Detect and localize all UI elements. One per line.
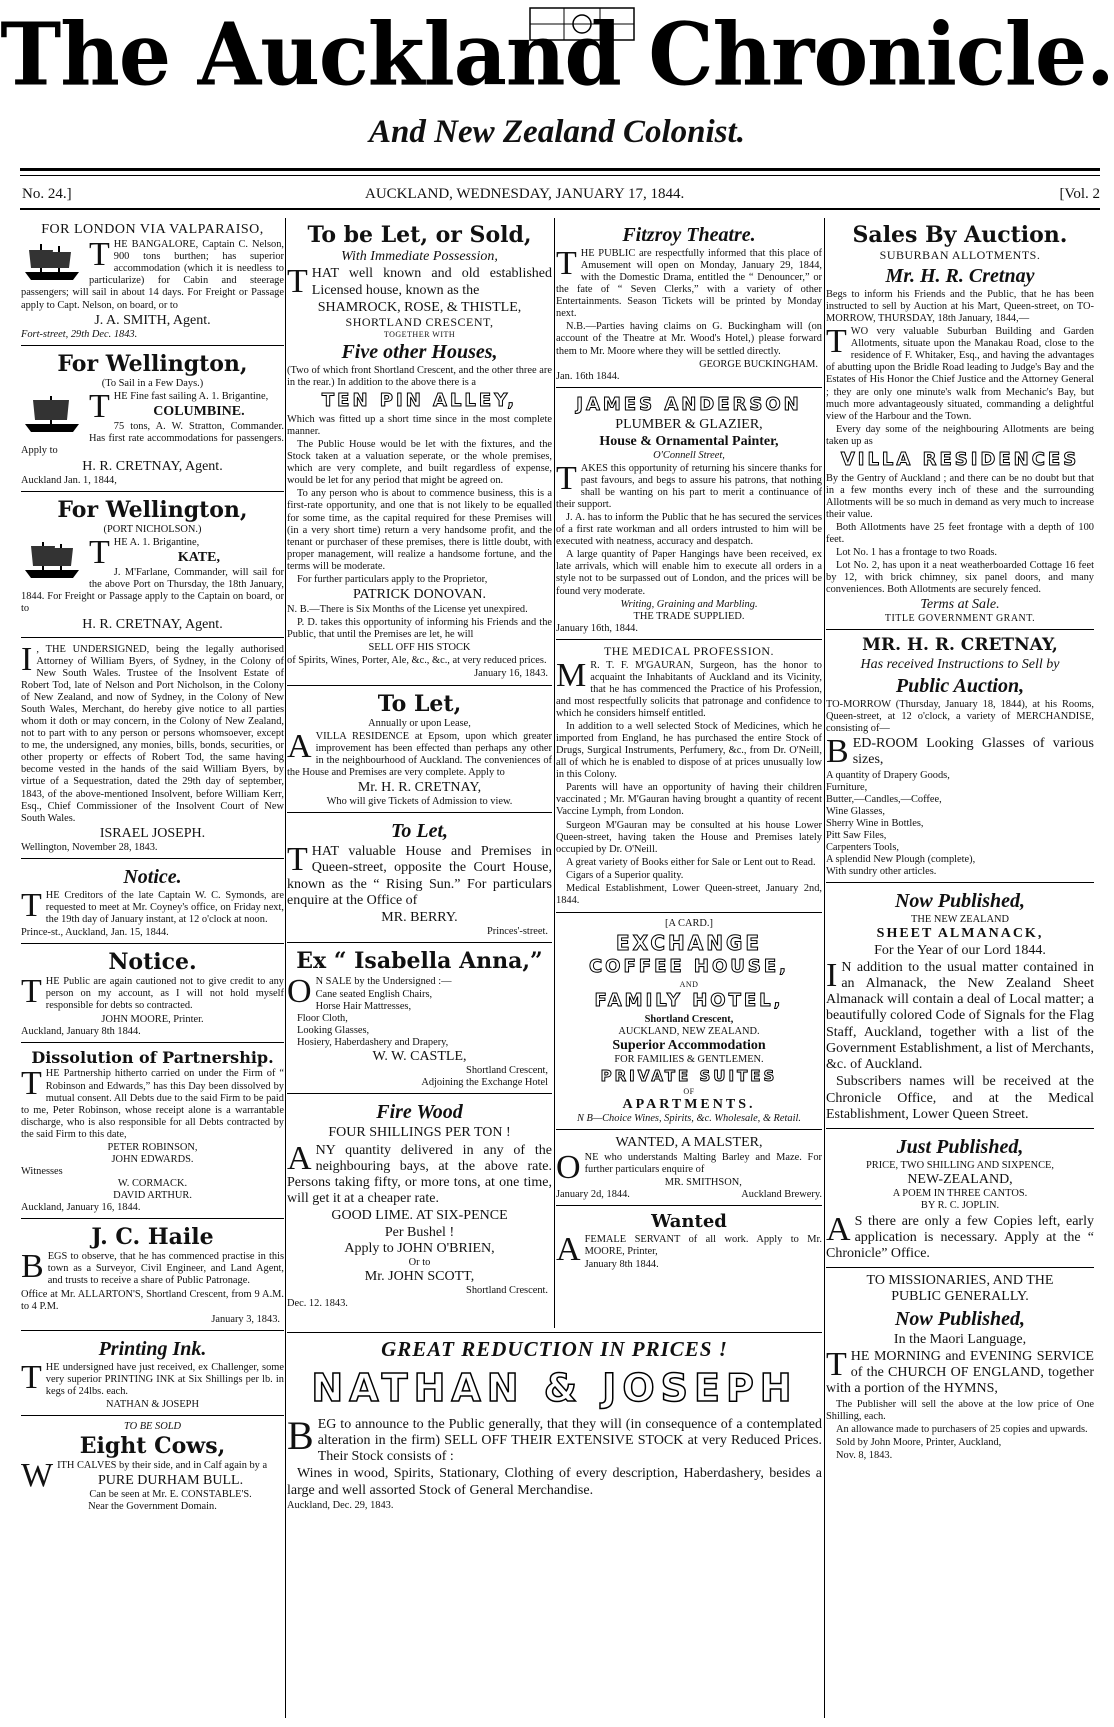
ad-heading: MR. H. R. CRETNAY, [862, 634, 1058, 655]
list-item: Carpenters Tools, [826, 842, 899, 854]
ad-body: VILLA RESIDENCE at Epsom, upon which greater improvement has been effected than perhaps any other in the neighbourhood of Auckland. The conveniences of the House and Premises are very complete. Apply to [287, 730, 552, 778]
ad-date: January 2d, 1844. [556, 1189, 630, 1201]
ad-body: ED-ROOM Looking Glasses of various sizes, [852, 736, 1094, 768]
drop-cap: I [826, 956, 838, 994]
drop-cap: B [287, 1412, 314, 1458]
ad-wanted-malster [556, 1133, 822, 1206]
ad-sheet-almanack [826, 886, 1094, 1129]
ad-subheading: For the Year of our Lord 1844. [874, 942, 1046, 958]
ad-heading: FOR LONDON VIA VALPARAISO, [41, 222, 264, 237]
witness-name: W. CORMACK. [117, 1178, 188, 1190]
ad-body: WO very valuable Suburban Building and Garden Allotments, situate upon the Manakau Road, close to the residence of F. Whitaker, Esq., and having the advantages of abutting upon the Bridle Road leading to Judge's Bay and the Estates of His Honor the Chief Justice and the Attorney General ; they are only one minute's walk from Mechanic's Bay, but much more advantageously situated, commanding a delightful view of the Harbour and the Town. [826, 326, 1094, 422]
ad-sales-by-auction [826, 220, 1094, 630]
ad-body: Lot No. 1 has a frontage to two Roads. [836, 546, 998, 558]
ad-signature: ISRAEL JOSEPH. [99, 825, 206, 841]
ad-body: Which was fitted up a short time since in the most complete manner. [287, 414, 552, 438]
ad-signature: JOHN EDWARDS. [111, 1153, 194, 1165]
ad-body: Parents will have an opportunity of having their children vaccinated ; Mr. M'Gauran having brought a quantity of recent Vaccine Lymph, from London. [556, 782, 822, 818]
ad-body: R. T. F. M'GAURAN, Surgeon, has the honor to acquaint the Inhabitants of Auckland and its Vicinity, that he has commenced the Practice of his Profession, and most respectfully solicits that patronage and confidence to which he considers himself entitled. [556, 659, 822, 719]
ad-body: EG to announce to the Public generally, that they will (in consequence of a contemplated alteration in the firm) SELL OFF THEIR EXTENSIVE STOCK at very Reduced Prices. Their Stock consists of : [317, 1416, 822, 1465]
ad-subheading: FOR FAMILIES & GENTLEMEN. [614, 1054, 764, 1065]
ad-body: of Spirits, Wines, Porter, Ale, &c., &c., at very reduced prices. [287, 655, 547, 667]
ad-note: N.B.—Parties having claims on G. Buckingham will (on account of the Theatre at Mr. Wood's Hotel,) please forward them to Mr. Moore where they will be settled directly. [556, 321, 822, 357]
ad-nathan-joseph [287, 1332, 822, 1722]
ad-body: HE MORNING and EVENING SERVICE of the CHURCH OF ENGLAND, together with a portion of the HYMNS, [826, 1348, 1094, 1397]
ad-rising-sun [287, 816, 552, 943]
ad-body: Surgeon M'Gauran may be consulted at his house Lower Queen-street, having taken the House and Premises lately occupied by Dr. O'Neill. [556, 819, 822, 855]
ad-date: Auckland, Dec. 29, 1843. [287, 1499, 394, 1511]
ad-body: HAT valuable House and Premises in Queen-street, opposite the Court House, known as the “ Rising Sun.” For particulars enquire at the Office of [287, 844, 552, 908]
ad-note: THE TRADE SUPPLIED. [633, 610, 745, 622]
ad-signature: W. W. CASTLE, [372, 1048, 467, 1064]
drop-cap: T [21, 973, 42, 1011]
ad-address: Adjoining the Exchange Hotel [421, 1077, 548, 1089]
ad-address: AUCKLAND, NEW ZEALAND. [618, 1025, 760, 1037]
ad-heading: To Let, [377, 690, 462, 717]
drop-cap: T [21, 1358, 42, 1396]
column-rule [824, 218, 825, 1718]
ad-body: To any person who is about to commence business, this is a first-rate opportunity, and one that is not likely to be equalled for some time, as the capital required for these Premises will (in a very short time) return a very handsome profit, and the tenant or purchaser of these premises, there is little doubt, with proper management, will realize a handsome fortune, and the terms will be moderate. [287, 488, 552, 572]
ad-address: Auckland Brewery. [741, 1189, 822, 1201]
ad-body: HE BANGALORE, Captain C. Nelson, 900 tons burthen; has superior accommodation (which it is needless to particularize) for Cabin and steerage passengers; will sail in about 14 days. For Freight or Passage apply to Capt. Nelson, on board, or to [21, 239, 284, 311]
ad-body: NY quantity delivered in any of the neighbouring bays, at the above rate. Persons taking fifty, or more tons, at one time, will get it at a cheaper rate. [287, 1142, 552, 1207]
ad-date: Prince-st., Auckland, Jan. 15, 1844. [21, 927, 169, 939]
ad-exchange-coffee-house [556, 916, 822, 1130]
ad-heading: For Wellington, [57, 350, 248, 377]
ad-highlight: Per Bushel ! [384, 1224, 455, 1240]
notice-symonds [21, 862, 284, 944]
ad-date: Wellington, November 28, 1843. [21, 841, 158, 853]
ad-body: The Publisher will sell the above at the low price of One Shilling, each. [826, 1398, 1094, 1422]
ad-body: The Public House would be let with the fixtures, and the Stock taken at a valuation seperate, or the whole premises, which are very complete, and built regardless of expense, would be let for any period that might be agreed on. [287, 439, 552, 487]
ad-connector: TOGETHER WITH [383, 329, 456, 339]
ad-highlight: SELL OFF HIS STOCK [368, 642, 471, 654]
ad-heading: Just Published, [896, 1136, 1024, 1159]
ad-body: HE Fine fast sailing A. 1. Brigantine, [113, 391, 269, 403]
ad-body: , THE UNDERSIGNED, being the legally authorised Attorney of William Byers, of Sydney, in the Colony of New South Wales. Trustee of the Insolvent Estate of Robert Tod, late of Nelson and Port Nicholson, in the Colony of New Zealand, and now of Sydney, in the Colony of New South Wales, Merchant, do hereby give notice to all parties whom it doth or may concern, in the Colony of New Zealand, not to part with to any person or persons whomsoever, except to me, the undersigned, any monies, bills, bonds, securities, or other property or effects of Robert Tod, the same having become vested in the hands of the said William Byers, by virtue of a Sequestration, dated the 29th day of september, 1843, of the above-mentioned Insolvent, before William Kerr, Esq., Chief Commissioner of the Insolvent Court of New South Wales. [21, 643, 284, 824]
publication-title: SHEET ALMANACK, [876, 926, 1044, 942]
drop-cap: T [556, 459, 577, 497]
list-item: Butter,—Candles,—Coffee, [826, 793, 942, 805]
drop-cap: M [556, 656, 587, 694]
ad-joplin-poem [826, 1132, 1094, 1268]
ad-heading: Printing Ink. [98, 1337, 207, 1360]
ad-printing-ink [21, 1334, 284, 1416]
ad-cretnay-merchandise [826, 633, 1094, 883]
column-1 [21, 220, 284, 1720]
ad-address: Shortland Crescent. [466, 1285, 548, 1297]
list-item: A splendid New Plough (complete), [826, 854, 976, 866]
ad-signature: MR. SMITHSON, [664, 1177, 742, 1189]
ad-subheading: PLUMBER & GLAZIER, [615, 417, 763, 433]
ad-date: Nov. 8, 1843. [836, 1449, 893, 1461]
ad-wellington-columbine [21, 349, 284, 492]
ad-heading: Sales By Auction. [852, 222, 1068, 248]
ad-connector: AND [679, 979, 699, 989]
ad-heading: To be Let, or Sold, [307, 222, 532, 248]
ad-body: J. M'Farlane, Commander, will sail for the above Port on Thursday, the 18th January, 1844. For Freight or Passage apply to the Captain on board, or to [21, 567, 284, 615]
drop-cap: T [826, 323, 847, 361]
notice-dissolution [21, 1046, 284, 1220]
list-item: With sundry other articles. [826, 866, 937, 878]
ad-heading: Dissolution of Partnership. [31, 1047, 274, 1067]
ad-body: A great variety of Books either for Sale or Lent out to Read. [566, 856, 816, 868]
ad-body: Sold by John Moore, Printer, Auckland, [836, 1436, 1002, 1448]
ad-highlight: GOOD LIME. AT SIX-PENCE [331, 1208, 508, 1224]
ad-signature: J. A. SMITH, Agent. [94, 312, 211, 328]
ad-note: N B—Choice Wines, Spirits, &c. Wholesale, & Retail. [577, 1112, 801, 1124]
list-item: Hosiery, Haberdashery and Drapery, [297, 1036, 449, 1048]
notice-byers [21, 641, 284, 859]
ad-signature: MR. BERRY. [381, 910, 458, 926]
ad-preheading: PUBLIC GENERALLY. [891, 1289, 1029, 1305]
drop-cap: T [21, 1065, 42, 1103]
ad-heading: FAMILY HOTEL, [594, 989, 784, 1011]
ad-heading: COFFEE HOUSE, [588, 956, 790, 977]
ad-heading: EXCHANGE [615, 931, 763, 955]
ad-body: For further particulars apply to the Proprietor, [297, 573, 488, 585]
ad-body: NE who understands Malting Barley and Maze. For further particulars enquire of [584, 1152, 822, 1176]
masthead-rule [20, 168, 1100, 171]
ad-body: S there are only a few Copies left, early application is necessary. Apply at the “ Chronicle” Office. [826, 1213, 1094, 1262]
ad-subheading: Superior Accommodation [612, 1037, 766, 1053]
ad-heading: APARTMENTS. [622, 1096, 756, 1112]
ship-icon [21, 538, 83, 582]
ad-heading: Wanted [651, 1211, 727, 1233]
ad-heading: Now Published, [894, 890, 1026, 913]
ad-signature: PATRICK DONOVAN. [352, 586, 487, 602]
ad-body: EGS to observe, that he has commenced practise in this town as a Surveyor, Civil Engineer, and Land Agent, and trusts to receive a share of Public Patronage. [47, 1251, 284, 1287]
ad-heading: WANTED, A MALSTER, [615, 1134, 763, 1150]
ad-address: Can be seen at Mr. E. CONSTABLE'S. [89, 1489, 252, 1501]
issue-date: AUCKLAND, WEDNESDAY, JANUARY 17, 1844. [365, 186, 685, 202]
ad-heading: Notice. [108, 949, 197, 976]
ad-price: PRICE, TWO SHILLING AND SIXPENCE, [866, 1160, 1054, 1172]
ad-date: Auckland, January 16, 1844. [21, 1202, 141, 1214]
ad-heading: Five other Houses, [341, 341, 498, 364]
notice-moore [21, 947, 284, 1042]
ad-address: Near the Government Domain. [88, 1501, 217, 1513]
ad-signature: Mr. H. R. CRETNAY, [357, 779, 482, 795]
drop-cap: I [21, 640, 33, 678]
ad-address: SHORTLAND CRESCENT, [345, 315, 494, 330]
ad-heading: VILLA RESIDENCES [840, 448, 1080, 470]
dateline [22, 186, 1100, 206]
ad-body: Both Allotments have 25 feet frontage with a depth of 100 feet. [826, 521, 1094, 545]
ad-heading: GREAT REDUCTION IN PRICES ! [381, 1337, 728, 1361]
newspaper-title: The Auckland Chronicle. [0, 4, 1114, 106]
ship-icon [21, 240, 83, 284]
ad-preheading: TO MISSIONARIES, AND THE [866, 1273, 1054, 1289]
column-rule [285, 218, 286, 1718]
ad-body: HE Partnership hitherto carried on under the Firm of “ Robinson and Edwards,” has this Day been dissolved by mutual consent. All Debts due to the said Firm to be paid to me, Peter Robinson, whose receipt alone is a warrantable discharge, who is also responsible for all Debts contracted by the said Firm to this date, [21, 1068, 284, 1140]
ad-body: N SALE by the Undersigned :— [315, 975, 452, 987]
ad-heading: Now Published, [894, 1307, 1026, 1330]
ad-heading: THE MEDICAL PROFESSION. [603, 643, 775, 658]
ship-name: COLUMBINE. [153, 404, 245, 420]
ad-heading: J. C. Haile [91, 1224, 214, 1251]
ad-body: Lot No. 2, has upon it a neat weatherboarded Cottage 16 feet by 12, with brick chimney, six panel doors, and many conveniences. Both Allotments are securely fenced. [826, 559, 1094, 596]
publication-title: NEW-ZEALAND, [907, 1172, 1013, 1188]
ad-address: O'Connell Street, [653, 449, 725, 461]
ad-address: Princes'-street. [486, 926, 548, 938]
ad-body: Every day some of the neighbouring Allotments are being taken up as [826, 423, 1094, 447]
list-item: Wine Glasses, [826, 805, 886, 817]
ad-address: Office at Mr. ALLARTON'S, Shortland Crescent, from 9 A.M. to 4 P.M. [21, 1288, 284, 1312]
ad-subheading: A POEM IN THREE CANTOS. [892, 1188, 1028, 1200]
drop-cap: T [826, 1345, 847, 1383]
ad-london-valparaiso [21, 220, 284, 346]
witnesses-label: Witnesses [21, 1165, 63, 1177]
ad-heading: TEN PIN ALLEY, [321, 390, 518, 412]
drop-cap: T [287, 841, 308, 879]
ad-body: HAT well known and old established Licensed house, known as the [311, 266, 552, 298]
ad-body: HE Creditors of the late Captain W. C. Symonds, are requested to meet at Mr. Coyney's office, on Friday next, the 19th day of January instant, at 12 o'clock at noon. [45, 890, 284, 926]
ad-heading: Eight Cows, [79, 1433, 226, 1459]
ad-subheading: Has received Instructions to Sell by [860, 656, 1060, 672]
ad-body: ITH CALVES by their side, and in Calf again by a [57, 1460, 268, 1472]
auctioneer-name: Mr. H. R. Cretnay [885, 265, 1035, 287]
ad-body: An allowance made to purchasers of 25 copies and upwards. [836, 1423, 1088, 1435]
ship-name: KATE, [177, 550, 220, 566]
ad-haile [21, 1222, 284, 1330]
column-rule [554, 218, 555, 1328]
ad-james-anderson [556, 391, 822, 640]
ad-body: HE Public are again cautioned not to give credit to any person on my account, as I will not hold myself responsible for debts so contracted. [45, 976, 284, 1012]
ad-subheading: (PORT NICHOLSON.) [103, 523, 202, 535]
drop-cap: T [89, 236, 110, 274]
ad-wellington-kate [21, 495, 284, 638]
ad-terms: Terms at Sale. [920, 597, 1000, 613]
ad-body: Cigars of a Superior quality. [566, 869, 684, 881]
ad-signature: H. R. CRETNAY, Agent. [82, 616, 223, 632]
ad-services: Writing, Graining and Marbling. [620, 598, 758, 610]
ad-subheading: FOUR SHILLINGS PER TON ! [328, 1125, 511, 1141]
drop-cap: O [556, 1149, 581, 1187]
issue-number: No. 24.] [22, 186, 72, 202]
ad-date: January 16, 1843. [474, 668, 548, 680]
ad-subheading: In the Maori Language, [893, 1331, 1027, 1347]
drop-cap: B [21, 1248, 44, 1286]
ad-heading: Ex “ Isabella Anna,” [296, 948, 543, 975]
list-item: Furniture, [826, 781, 868, 793]
ad-date: January 8th 1844. [584, 1259, 659, 1271]
ship-icon [21, 392, 83, 436]
ad-body: HE PUBLIC are respectfully informed that this place of Amusement will open on Monday, January 29, 1844, with the Domestic Drama, entitled the “ Denouncer,” or the fate of “ Seven Clerks,” with a variety of other Entertainments. Season Tickets will be printed by Monday next. [556, 248, 822, 320]
ad-heading: To Let, [390, 820, 449, 843]
ad-highlight: PURE DURHAM BULL. [98, 1473, 244, 1489]
ad-body: 75 tons, A. W. Stratton, Commander. Has first rate accommodations for passengers. Apply to [21, 421, 284, 457]
list-item: Pitt Saw Files, [826, 830, 887, 841]
ad-body: (Two of which front Shortland Crescent, and the other three are in the rear.) In addition to the above there is a [287, 365, 552, 389]
ad-date: January 3, 1843. [211, 1313, 280, 1325]
drop-cap: A [556, 1231, 581, 1269]
drop-cap: A [826, 1210, 851, 1248]
ad-isabella-anna [287, 946, 552, 1094]
dateline-rule [20, 208, 1100, 210]
ad-heading: Fitzroy Theatre. [622, 224, 756, 246]
ad-note: Who will give Tickets of Admission to view. [326, 796, 513, 808]
ad-medical-profession [556, 643, 822, 913]
ad-cows [21, 1419, 284, 1518]
list-item: Sherry Wine in Bottles, [826, 817, 924, 829]
ad-fitzroy-theatre [556, 220, 822, 388]
ad-signature: Mr. JOHN SCOTT, [364, 1269, 475, 1285]
ad-body: HE A. 1. Brigantine, [113, 537, 200, 548]
ad-signature: Apply to JOHN O'BRIEN, [344, 1240, 495, 1256]
ad-subheading: (To Sail in a Few Days.) [101, 378, 204, 389]
ad-body: By the Gentry of Auckland ; and there can be no doubt but that in a few months every inch of these and the surrounding Allotments will be so much in demand as very much to increase their value. [826, 472, 1094, 520]
drop-cap: T [287, 263, 308, 301]
ad-date: Fort-street, 29th Dec. 1843. [21, 328, 138, 340]
ad-note: N. B.—There is Six Months of the License yet unexpired. [287, 604, 528, 616]
ad-body: Subscribers names will be received at the Chronicle Office, and at the Medical Establishment, Lower Queen Street. [826, 1074, 1094, 1122]
ad-body: AKES this opportunity of returning his sincere thanks for past favours, and begs to assure his patrons, that nothing shall be wanting on his part to merit a continuance of their support. [556, 462, 822, 511]
drop-cap: T [89, 388, 110, 426]
ad-heading: For Wellington, [57, 496, 248, 523]
ad-connector: Or to [408, 1257, 431, 1269]
ad-date: Auckland, January 8th 1844. [21, 1025, 141, 1037]
masthead [0, 0, 1114, 180]
ad-date: Medical Establishment, Lower Queen-street, January 2nd, 1844. [556, 882, 822, 906]
ad-body: Begs to inform his Friends and the Public, that he has been instructed to sell by Auction at his Mart, Queen-street, on TO-MORROW, THURSDAY, 18th January, 1844,— [826, 289, 1094, 325]
ad-subheading: House & Ornamental Painter, [599, 433, 779, 449]
ad-signature: NATHAN & JOSEPH [106, 1398, 199, 1410]
ad-shamrock [287, 220, 552, 686]
ad-date: Auckland Jan. 1, 1844, [21, 474, 117, 486]
ad-villa-epsom [287, 689, 552, 814]
drop-cap: A [287, 727, 312, 765]
ad-signature: PETER ROBINSON, [107, 1141, 198, 1153]
ad-date: Jan. 16th 1844. [556, 370, 620, 382]
ad-subheading: With Immediate Possession, [341, 249, 498, 265]
ad-heading: Fire Wood [376, 1101, 463, 1124]
witness-name: DAVID ARTHUR. [113, 1190, 192, 1202]
ad-heading: Notice. [123, 866, 182, 889]
ad-preheading: [A CARD.] [665, 917, 713, 929]
ad-body: P. D. takes this opportunity of informing his Friends and the Public, that until the Premises are let, he will [287, 617, 552, 641]
ad-body: FEMALE SERVANT of all work. Apply to Mr. MOORE, Printer, [584, 1234, 822, 1258]
drop-cap: W [21, 1457, 54, 1495]
ad-firm-name: NATHAN & JOSEPH [311, 1366, 798, 1411]
drop-cap: T [556, 245, 577, 282]
ad-wanted-servant [556, 1209, 822, 1275]
drop-cap: T [89, 534, 110, 571]
drop-cap: A [287, 1139, 312, 1177]
ad-body: J. A. has to inform the Public that he has secured the services of a first rate workman and all orders intrusted to him will be executed with neatness, accuracy and despatch. [556, 512, 822, 548]
ad-body: TO-MORROW (Thursday, January 18, 1844), at his Rooms, Queen-street, at 12 o'clock, a variety of MERCHANDISE, consisting of— [826, 699, 1094, 735]
ad-heading: Public Auction, [895, 675, 1025, 698]
newspaper-subtitle: And New Zealand Colonist. [369, 114, 745, 150]
column-3 [556, 220, 822, 1330]
ad-body: N addition to the usual matter contained in an Almanack, the New Zealand Sheet Almanack will contain a deal of Local matter; a beautifully colored Code of Signals for the Flag Staff, Auckland, together with a list of the Government Establishment, a list of Merchants, &c. of Auckland. [826, 959, 1094, 1073]
list-item: Looking Glasses, [297, 1024, 370, 1036]
ad-body: In addition to a well selected Stock of Medicines, which he imported from England, he has purchased the entire Stock of Drugs, Surgical Instruments, Perfumery, &c., from Dr. O'Neill, all of which he is enabled to dispose of at prices unusually low in this Colony. [556, 721, 822, 781]
drop-cap: O [287, 972, 312, 1010]
list-item: Horse Hair Mattresses, [315, 1000, 412, 1012]
drop-cap: T [21, 887, 42, 925]
ad-subheading: Annually or upon Lease, [368, 717, 471, 729]
ad-subheading: THE NEW ZEALAND [911, 914, 1009, 926]
ad-subheading: SUBURBAN ALLOTMENTS. [879, 248, 1041, 263]
drop-cap: B [826, 733, 849, 771]
list-item: Floor Cloth, [297, 1012, 348, 1024]
ad-heading: JAMES ANDERSON [576, 393, 802, 415]
ad-preheading: TO BE SOLD [124, 1420, 181, 1432]
ad-body: Wines in wood, Spirits, Stationary, Clothing of every description, Haberdashery, besides a large and well assorted Stock of General Merchandise. [287, 1466, 822, 1498]
ad-signature: GEORGE BUCKINGHAM. [699, 358, 818, 370]
masthead-rule-thin [20, 175, 1100, 176]
list-item: A quantity of Drapery Goods, [826, 769, 950, 781]
ad-maori-service [826, 1271, 1094, 1466]
ad-body: HE undersigned have just received, ex Challenger, some very superior PRINTING INK at Six Shillings per lb. in kegs of 24lbs. each. [45, 1361, 284, 1397]
ad-date: Dec. 12. 1843. [287, 1297, 348, 1309]
column-4 [826, 220, 1094, 1720]
column-2 [287, 220, 552, 1330]
ad-signature: H. R. CRETNAY, Agent. [82, 458, 223, 474]
list-item: Cane seated English Chairs, [315, 988, 433, 1000]
ad-body: A large quantity of Paper Hangings have been received, ex late arrivals, which will enable him to execute all orders in a style not to be surpassed out of London, and the prices will be found very moderate. [556, 549, 822, 597]
author-name: BY R. C. JOPLIN. [920, 1200, 1000, 1212]
ad-heading: PRIVATE SUITES [600, 1067, 778, 1086]
ad-date: January 16th, 1844. [556, 622, 638, 634]
premises-name: SHAMROCK, ROSE, & THISTLE, [317, 299, 522, 315]
ad-address: Shortland Crescent, [644, 1013, 734, 1025]
ad-connector: OF [683, 1087, 695, 1097]
ad-signature: JOHN MOORE, Printer. [101, 1013, 204, 1025]
volume-number: [Vol. 2 [1059, 186, 1100, 202]
ad-fire-wood [287, 1097, 552, 1313]
ad-address: Shortland Crescent, [466, 1065, 548, 1077]
ad-note: TITLE GOVERNMENT GRANT. [884, 613, 1036, 625]
